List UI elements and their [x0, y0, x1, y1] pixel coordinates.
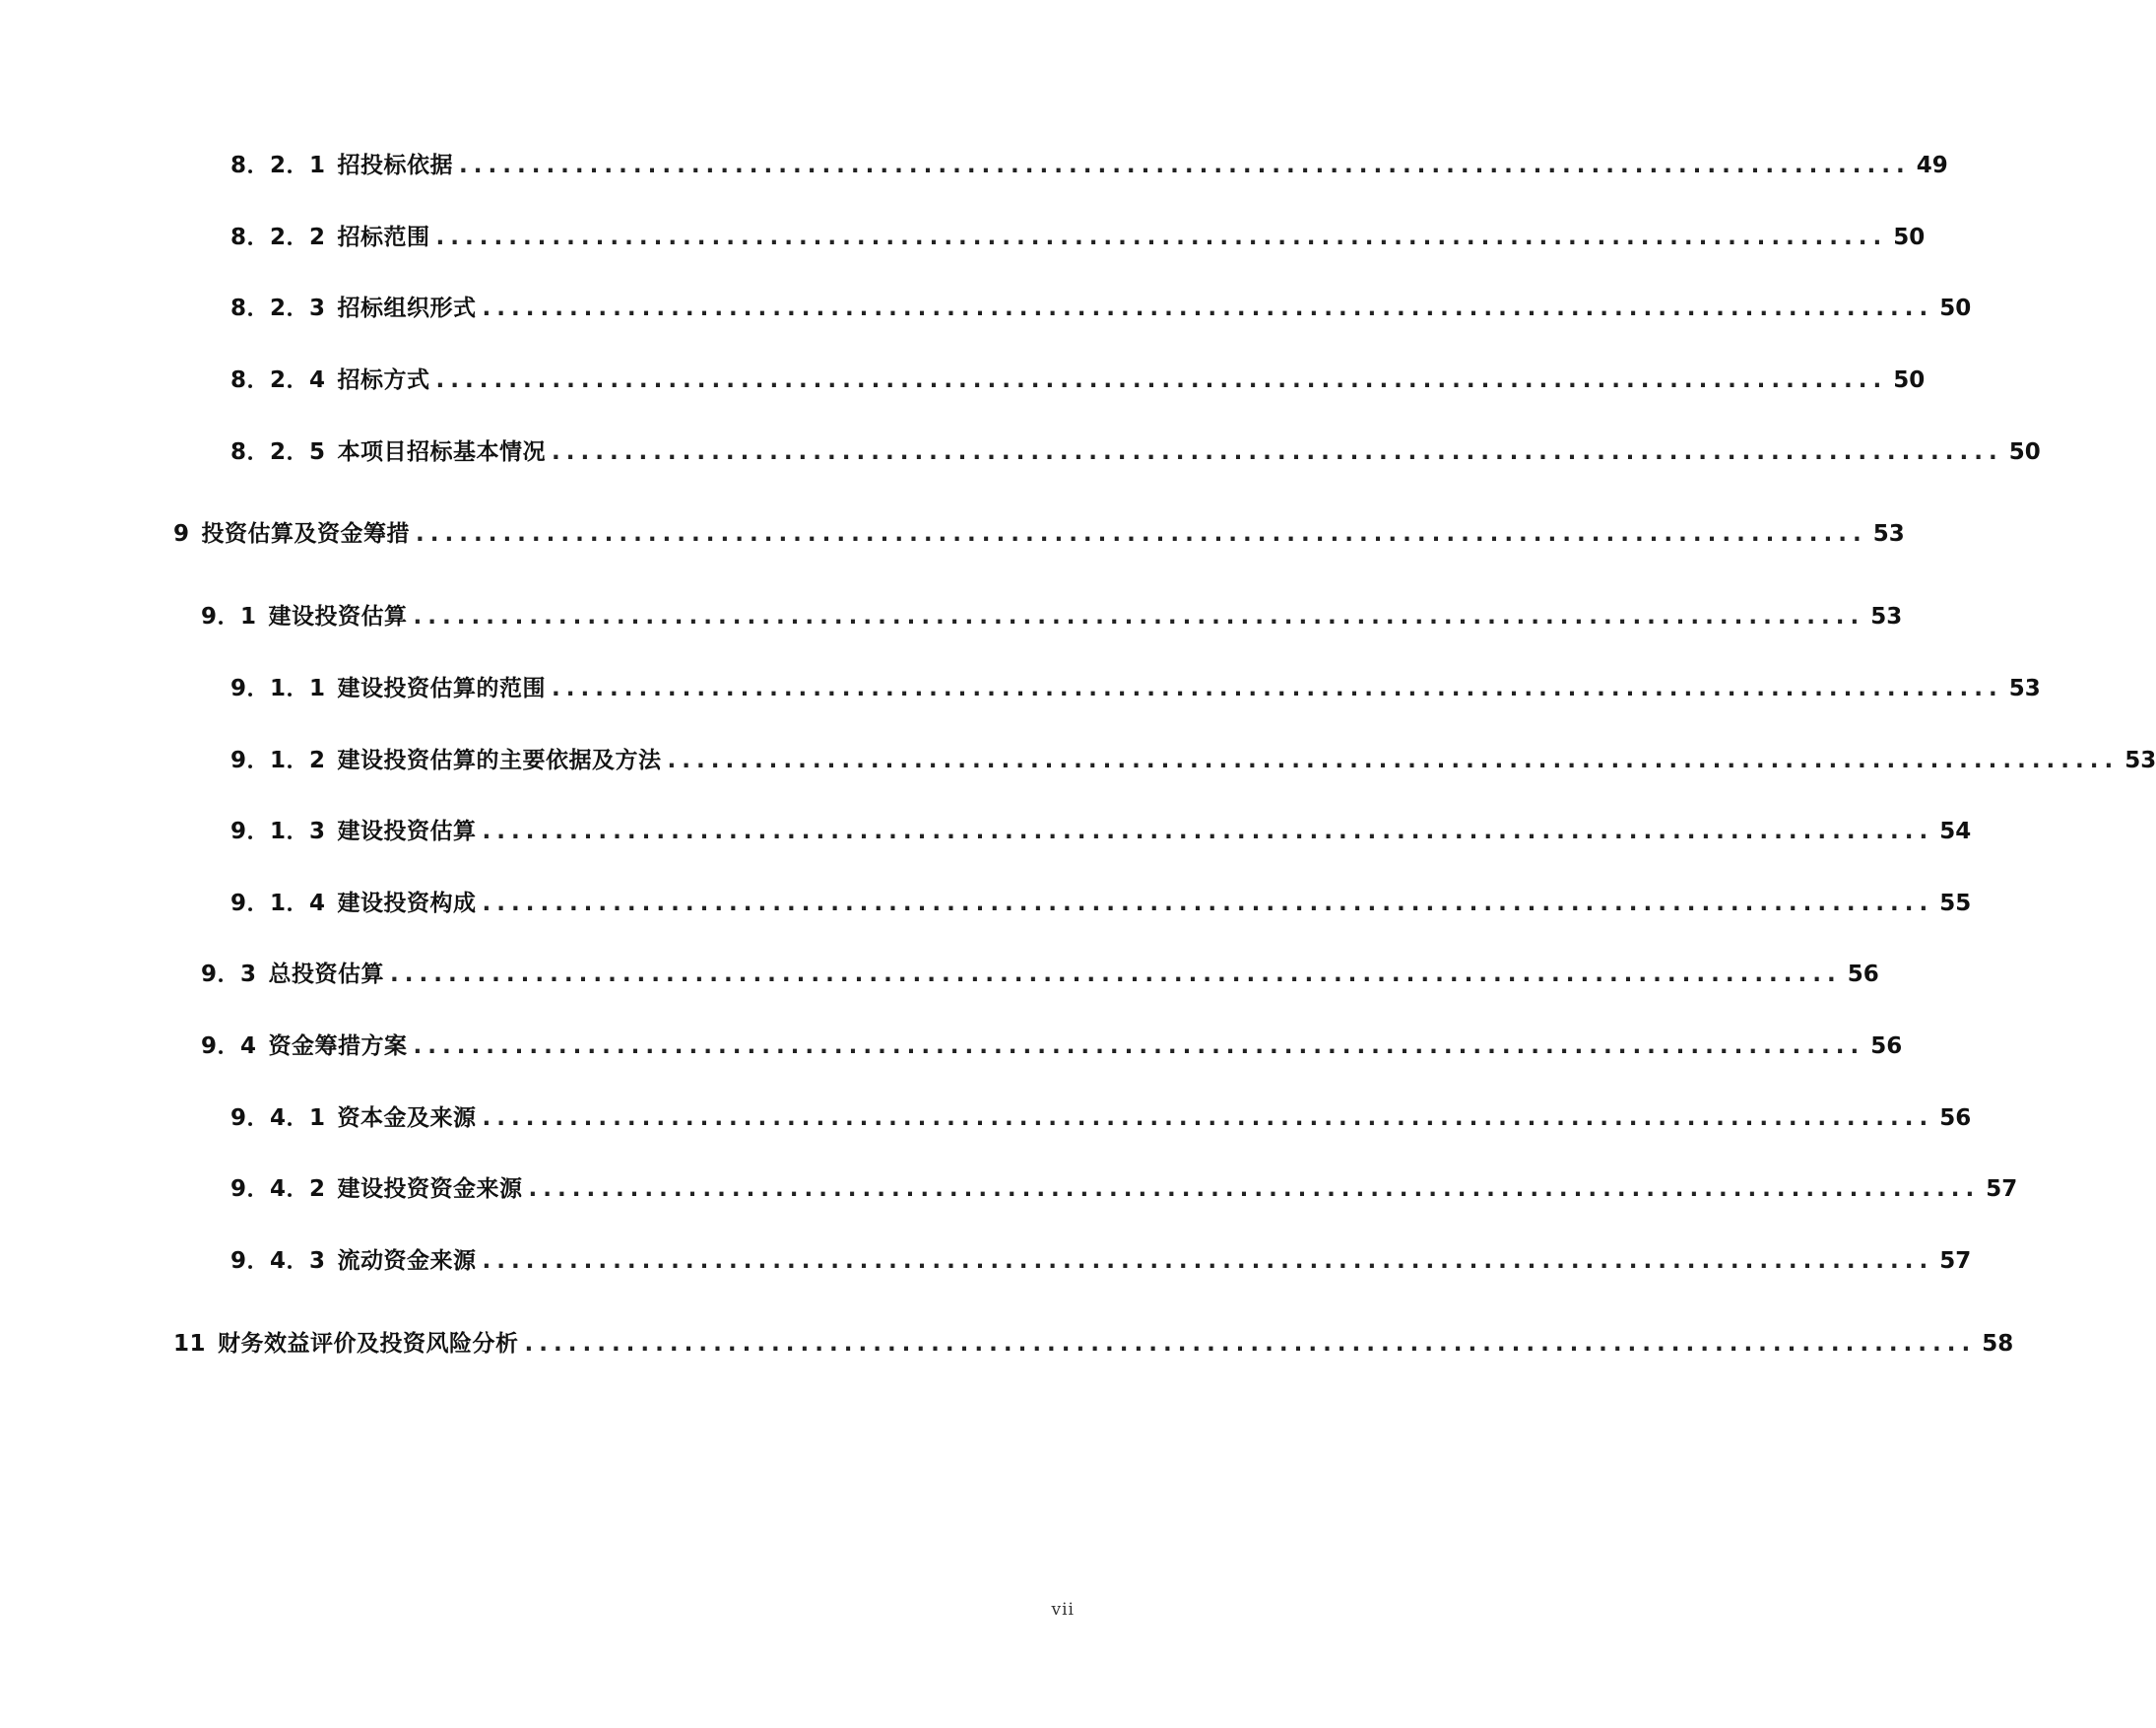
- toc-entry-title: 招标范围: [337, 225, 430, 250]
- toc-entry[interactable]: [230, 674, 2041, 703]
- toc-entry-page: 50: [1939, 296, 1972, 321]
- toc-entry-number: 9．1．2: [230, 748, 326, 773]
- toc-entry[interactable]: [230, 151, 1948, 180]
- toc-entry[interactable]: [230, 1246, 1972, 1276]
- toc-entry[interactable]: [173, 519, 1905, 549]
- toc-entry-title: 建设投资估算: [268, 604, 408, 630]
- toc-dot-leader: ....................................................................................................: [552, 676, 2003, 701]
- toc-entry-number: 9．1．1: [230, 676, 326, 701]
- toc-entry-number: 9．3: [201, 962, 257, 987]
- toc-entry-title: 建设投资估算的范围: [337, 676, 547, 701]
- toc-entry[interactable]: [230, 889, 1972, 918]
- toc-entry-number: 9: [173, 521, 190, 547]
- toc-dot-leader: ....................................................................................................: [482, 891, 1934, 916]
- page-number-footer: vii: [1051, 1600, 1075, 1620]
- toc-entry[interactable]: [230, 437, 2041, 467]
- toc-dot-leader: ....................................................................................................: [413, 1033, 1865, 1059]
- toc-entry[interactable]: [230, 294, 1972, 323]
- toc-entry-title: 建设投资构成: [337, 891, 477, 916]
- toc-entry-page: 50: [2008, 439, 2041, 465]
- toc-entry-number: 8．2．3: [230, 296, 326, 321]
- toc-entry[interactable]: [230, 1174, 2018, 1204]
- toc-entry-title: 投资估算及资金筹措: [201, 521, 411, 547]
- toc-entry-page: 54: [1939, 819, 1972, 844]
- toc-entry[interactable]: [201, 602, 1903, 631]
- toc-entry-number: 9．4: [201, 1033, 257, 1059]
- toc-entry-number: 9．4．2: [230, 1176, 326, 1202]
- toc-entry-page: 57: [1939, 1248, 1972, 1274]
- toc-dot-leader: ....................................................................................................: [667, 748, 2120, 773]
- toc-entry-page: 53: [2008, 676, 2041, 701]
- toc-entry-page: 53: [1872, 521, 1905, 547]
- toc-entry-number: 8．2．4: [230, 367, 326, 393]
- toc-entry[interactable]: [230, 223, 1926, 252]
- toc-entry-page: 50: [1893, 225, 1926, 250]
- toc-entry-title: 流动资金来源: [337, 1248, 477, 1274]
- toc-entry-number: 11: [173, 1331, 207, 1357]
- toc-dot-leader: ....................................................................................................: [435, 367, 1888, 393]
- toc-entry-page: 57: [1986, 1176, 2018, 1202]
- toc-entry-number: 9．4．1: [230, 1105, 326, 1131]
- toc-entry-number: 9．1．4: [230, 891, 326, 916]
- toc-dot-leader: ....................................................................................................: [552, 439, 2003, 465]
- toc-dot-leader: ....................................................................................................: [459, 153, 1911, 178]
- toc-entry-number: 8．2．5: [230, 439, 326, 465]
- toc-entry-title: 总投资估算: [268, 962, 385, 987]
- toc-entry-number: 9．1: [201, 604, 257, 630]
- toc-entry[interactable]: [173, 1329, 2014, 1359]
- toc-entry[interactable]: [230, 817, 1972, 846]
- toc-entry-page: 55: [1939, 891, 1972, 916]
- toc-entry[interactable]: [201, 1031, 1903, 1061]
- toc-entry-title: 本项目招标基本情况: [337, 439, 547, 465]
- toc-entry[interactable]: [230, 366, 1926, 395]
- toc-dot-leader: ....................................................................................................: [482, 819, 1934, 844]
- toc-entry-title: 资本金及来源: [337, 1105, 477, 1131]
- toc-entry-title: 建设投资资金来源: [337, 1176, 523, 1202]
- toc-entry-title: 建设投资估算的主要依据及方法: [337, 748, 662, 773]
- toc-entry-page: 53: [2124, 748, 2156, 773]
- toc-entry-title: 建设投资估算: [337, 819, 477, 844]
- toc-entry-page: 49: [1916, 153, 1948, 178]
- toc-dot-leader: ....................................................................................................: [416, 521, 1867, 547]
- toc-entry[interactable]: [230, 746, 2156, 775]
- toc-entry-page: 50: [1893, 367, 1926, 393]
- toc-dot-leader: ....................................................................................................: [435, 225, 1888, 250]
- toc-entry-number: 9．1．3: [230, 819, 326, 844]
- toc-entry-title: 招标组织形式: [337, 296, 477, 321]
- toc-dot-leader: ....................................................................................................: [413, 604, 1865, 630]
- toc-dot-leader: ....................................................................................................: [390, 962, 1842, 987]
- toc-entry-title: 招投标依据: [337, 153, 454, 178]
- toc-dot-leader: ....................................................................................................: [524, 1331, 1977, 1357]
- toc-entry-title: 财务效益评价及投资风险分析: [218, 1331, 519, 1357]
- toc-entry-page: 56: [1870, 1033, 1903, 1059]
- toc-entry-number: 8．2．1: [230, 153, 326, 178]
- toc-entry-number: 9．4．3: [230, 1248, 326, 1274]
- toc-entry-title: 招标方式: [337, 367, 430, 393]
- toc-dot-leader: ....................................................................................................: [482, 1248, 1934, 1274]
- toc-entry[interactable]: [230, 1103, 1972, 1133]
- toc-entry-number: 8．2．2: [230, 225, 326, 250]
- toc-entry-page: 53: [1870, 604, 1903, 630]
- toc-dot-leader: ....................................................................................................: [482, 296, 1934, 321]
- toc-entry-page: 58: [1982, 1331, 2014, 1357]
- toc-entry-title: 资金筹措方案: [268, 1033, 408, 1059]
- toc-entry[interactable]: [201, 960, 1879, 989]
- toc-dot-leader: ....................................................................................................: [528, 1176, 1981, 1202]
- toc-dot-leader: ....................................................................................................: [482, 1105, 1934, 1131]
- toc-entry-page: 56: [1847, 962, 1879, 987]
- toc-entry-page: 56: [1939, 1105, 1972, 1131]
